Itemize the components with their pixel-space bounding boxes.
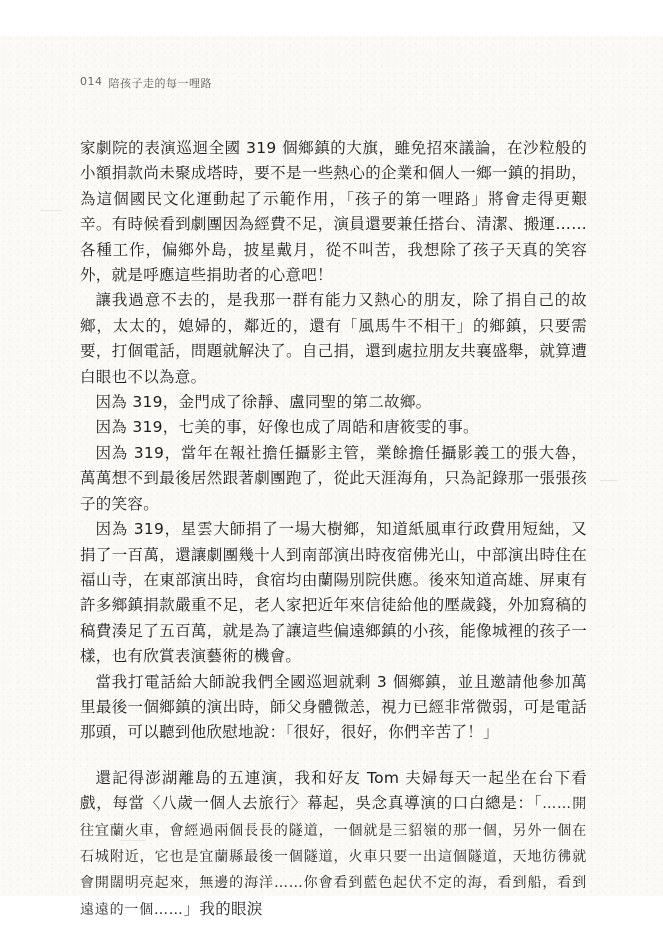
- body-text: [80, 136, 587, 923]
- paragraph-penghu: [80, 766, 587, 923]
- top-margin: [0, 0, 663, 36]
- paragraph: 讓我過意不去的，是我那一群有能力又熱心的朋友，除了捐自己的故鄉，太太的，媳婦的，鄰近的，還有「風馬牛不相干」的鄉鎮，只要需要，打個電話，問題就解決了。自己捐，還到處拉朋友共襄盛舉，就算遭白眼也不以為意。: [80, 291, 587, 386]
- paragraph: 因為 319，金門成了徐靜、盧同聖的第二故鄉。: [95, 393, 432, 412]
- book-title: 陪孩子走的每一哩路: [108, 77, 212, 90]
- paragraph: 因為 319，當年在報社擔任攝影主管，業餘擔任攝影義工的張大魯，萬萬想不到最後居然跟著劇團跑了，從此天涯海角，只為記錄那一張張孩子的笑容。: [80, 443, 587, 513]
- narration-quote: ……開往宜蘭火車，會經過兩個長長的隧道，一個就是三貂嶺的那一個，另外一個在石城附近，它也是宜蘭縣最後一個隧道，火車只要一出這個隧道，天地彷彿就會開闊明亮起來，無邊的海洋……你會看到藍色起伏不定的海，看到船，看到遠遠的一個……: [80, 796, 588, 918]
- paragraph-text: 」我的眼淚: [183, 899, 263, 918]
- paper-fiber: [600, 480, 618, 481]
- paragraph: 因為 319，七美的事，好像也成了周皓和唐筱雯的事。: [95, 418, 479, 437]
- running-header: [80, 75, 212, 91]
- paragraph: 家劇院的表演巡迴全國 319 個鄉鎮的大旗，雖免招來議論，在沙粒般的小額捐款尚未聚成塔時，要不是一些熱心的企業和個人一鄉一鎮的捐助，為這個國民文化運動起了示範作用，「孩子的第一哩路」將會走得更艱辛。有時候看到劇團因為經費不足，演員還要兼任搭台、清潔、搬運……各種工作，偏鄉外島，披星戴月，從不叫苦，我想除了孩子天真的笑容外，就是呼應這些捐助者的心意吧！: [80, 139, 587, 285]
- paragraph-text: 還記得澎湖離島的五連演，我和好友 Tom 夫婦每天一起坐在台下看戲，每當〈八歲一個人去旅行〉幕起，吳念真導演的口白總是：「: [80, 768, 587, 813]
- paper-fiber: [40, 210, 62, 211]
- page-number: 014: [80, 75, 103, 88]
- paragraph: 當我打電話給大師說我們全國巡迴就剩 3 個鄉鎮，並且邀請他參加萬里最後一個鄉鎮的演出時，師父身體微恙，視力已經非常微弱，可是電話那頭，可以聽到他欣慰地說：「很好，很好，你們辛苦了！」: [80, 672, 587, 742]
- paragraph: 因為 319，星雲大師捐了一場大樹鄉，知道紙風車行政費用短絀，又捐了一百萬，還讓劇團幾十人到南部演出時夜宿佛光山，中部演出時住在福山寺，在東部演出時，食宿均由蘭陽別院供應。後來知道高雄、屏東有許多鄉鎮捐款嚴重不足，老人家把近年來信徒給他的壓歲錢，外加寫稿的稿費湊足了五百萬，就是為了讓這些偏遠鄉鎮的小孩，能像城裡的孩子一樣，也有欣賞表演藝術的機會。: [80, 520, 587, 666]
